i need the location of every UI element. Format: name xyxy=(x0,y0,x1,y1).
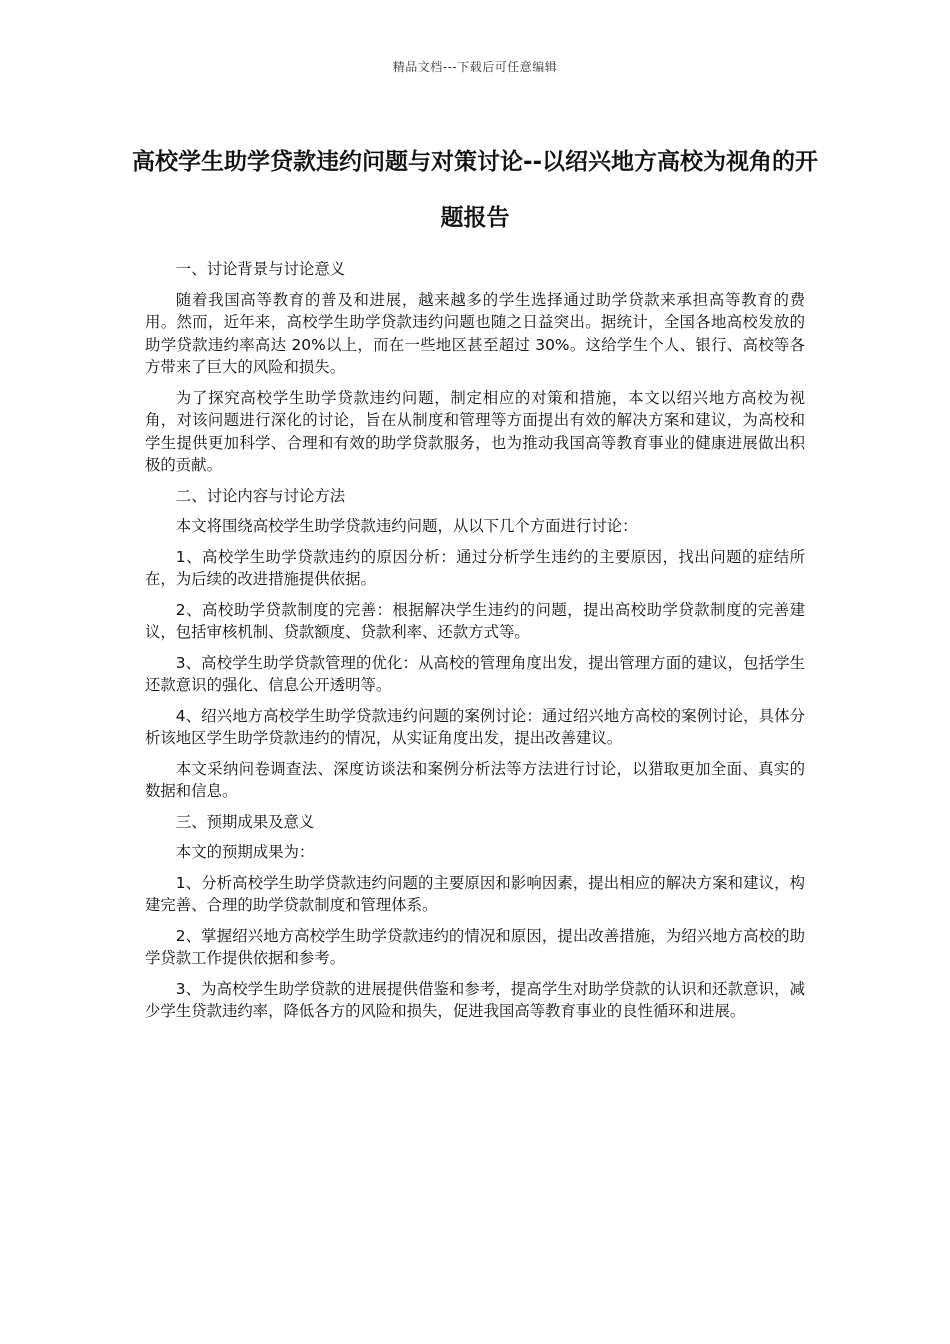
paragraph-purpose: 为了探究高校学生助学贷款违约问题，制定相应的对策和措施，本文以绍兴地方高校为视角，对该问题进行深化的讨论，旨在从制度和管理等方面提出有效的解决方案和建议，为高校和学生提供更加科学、合理和有效的助学贷款服务，也为推动我国高等教育事业的健康进展做出积极的贡献。 xyxy=(145,388,805,474)
paragraph-outcomes-intro: 本文的预期成果为： xyxy=(175,843,315,861)
list-item: 4、绍兴地方高校学生助学贷款违约问题的案例讨论：通过绍兴地方高校的案例讨论，具体分析该地区学生助学贷款违约的情况，从实证角度出发，提出改善建议。 xyxy=(145,706,805,747)
list-item: 2、掌握绍兴地方高校学生助学贷款违约的情况和原因，提出改善措施，为绍兴地方高校的助学贷款工作提供依据和参考。 xyxy=(145,926,805,967)
paragraph-methods: 本文采纳问卷调查法、深度访谈法和案例分析法等方法进行讨论，以猎取更加全面、真实的数据和信息。 xyxy=(145,759,805,800)
section-heading-outcomes: 三、预期成果及意义 xyxy=(175,812,315,831)
list-item: 3、为高校学生助学贷款的进展提供借鉴和参考，提高学生对助学贷款的认识和还款意识，减少学生贷款违约率，降低各方的风险和损失，促进我国高等教育事业的良性循环和进展。 xyxy=(145,979,805,1020)
list-item: 1、分析高校学生助学贷款违约问题的主要原因和影响因素，提出相应的解决方案和建议，构建完善、合理的助学贷款制度和管理体系。 xyxy=(145,873,805,914)
paragraph-content-intro: 本文将围绕高校学生助学贷款违约问题，从以下几个方面进行讨论： xyxy=(175,517,638,535)
document-title: 高校学生助学贷款违约问题与对策讨论--以绍兴地方高校为视角的开题报告 xyxy=(131,149,819,231)
section-heading-background: 一、讨论背景与讨论意义 xyxy=(175,260,346,278)
header-note: 精品文档---下载后可任意编辑 xyxy=(392,60,558,74)
list-item: 2、高校助学贷款制度的完善：根据解决学生违约的问题，提出高校助学贷款制度的完善建议，包括审核机制、贷款额度、贷款利率、还款方式等。 xyxy=(145,600,805,641)
paragraph-background: 随着我国高等教育的普及和进展，越来越多的学生选择通过助学贷款来承担高等教育的费用。然而，近年来，高校学生助学贷款违约问题也随之日益突出。据统计，全国各地高校发放的助学贷款违约率高达 20%以上，而在一些地区甚至超过 30%。这给学生个人、银行、高校等各方带来了巨大的风险和损失。 xyxy=(145,290,805,376)
list-item: 1、高校学生助学贷款违约的原因分析：通过分析学生违约的主要原因，找出问题的症结所在，为后续的改进措施提供依据。 xyxy=(145,547,805,588)
list-item: 3、高校学生助学贷款管理的优化：从高校的管理角度出发，提出管理方面的建议，包括学生还款意识的强化、信息公开透明等。 xyxy=(145,653,805,694)
section-heading-content: 二、讨论内容与讨论方法 xyxy=(175,486,346,505)
document-body xyxy=(145,258,805,1031)
